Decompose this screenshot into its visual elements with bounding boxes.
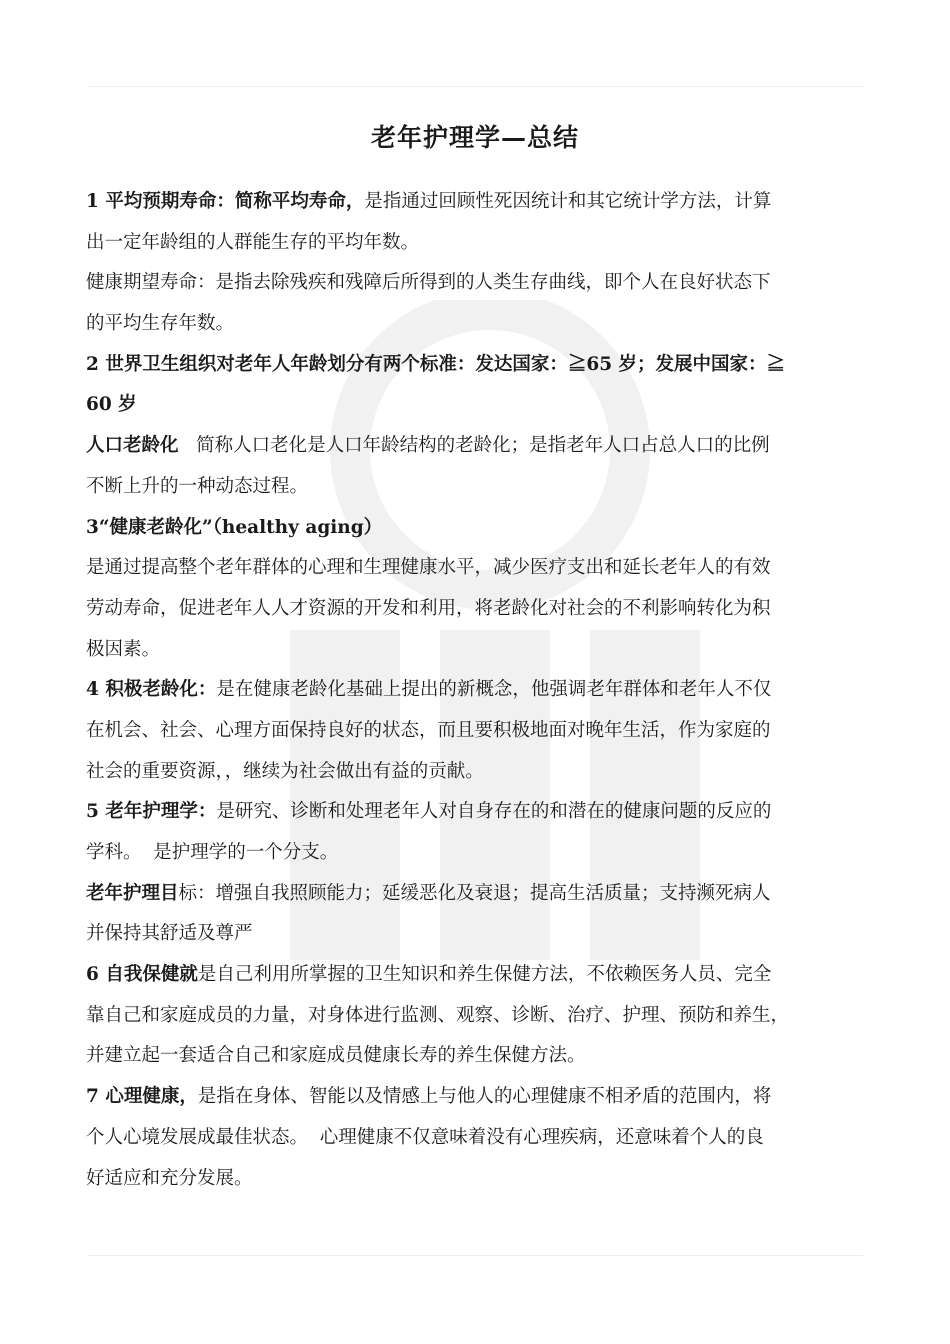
text-line (86, 589, 866, 630)
text-line (86, 914, 866, 955)
bold-term: 5 老年护理学： (86, 801, 217, 823)
bold-term: 人口老龄化 (86, 435, 179, 457)
text-line (86, 792, 866, 833)
bold-term: 7 心理健康， (86, 1086, 198, 1108)
line-text: 并保持其舒适及尊严 (86, 923, 253, 945)
line-text: 是研究、诊断和处理老年人对自身存在的和潜在的健康问题的反应的 (216, 801, 772, 823)
text-line (86, 385, 866, 426)
line-text: 出一定年龄组的人群能生存的平均年数。 (86, 231, 420, 253)
bold-term: 老年护理目 (86, 882, 179, 904)
line-text: 不断上升的一种动态过程。 (86, 475, 309, 497)
bold-term: 2 世界卫生组织对老年人年龄划分有两个标准：发达国家：≧65 岁；发展中国家：≧ (86, 353, 786, 375)
header-rule (88, 86, 863, 87)
line-text: 标：增强自我照顾能力；延缓恶化及衰退；提高生活质量；支持濒死病人 (178, 882, 771, 904)
line-text: 劳动寿命，促进老年人人才资源的开发和利用，将老龄化对社会的不利影响转化为积 (86, 597, 771, 619)
text-line (86, 1159, 866, 1200)
bold-term: 4 积极老龄化： (86, 679, 217, 701)
text-line (86, 996, 866, 1037)
text-line (86, 1036, 866, 1077)
line-text: 是自己利用所掌握的卫生知识和养生保健方法，不依赖医务人员、完全 (197, 964, 772, 986)
line-text: 社会的重要资源，，继续为社会做出有益的贡献。 (86, 760, 484, 782)
footer-rule (88, 1255, 863, 1256)
text-line (86, 670, 866, 711)
line-text: 靠自己和家庭成员的力量，对身体进行监测、观察、诊断、治疗、护理、预防和养生， (86, 1004, 790, 1026)
line-text: 健康期望寿命：是指去除残疾和残障后所得到的人类生存曲线，即个人在良好状态下 (86, 272, 771, 294)
text-line (86, 223, 866, 264)
text-line (86, 711, 866, 752)
line-text: 是指在身体、智能以及情感上与他人的心理健康不相矛盾的范围内，将 (197, 1086, 772, 1108)
text-line (86, 263, 866, 304)
text-line (86, 182, 866, 223)
line-text: 是通过提高整个老年群体的心理和生理健康水平，减少医疗支出和延长老年人的有效 (86, 557, 771, 579)
line-text: 是在健康老龄化基础上提出的新概念，他强调老年群体和老年人不仅 (216, 679, 772, 701)
line-text: 是指通过回顾性死因统计和其它统计学方法，计算 (364, 191, 772, 212)
text-line (86, 1077, 866, 1118)
text-line (86, 630, 866, 671)
text-line (86, 345, 866, 386)
text-line (86, 426, 866, 467)
text-line (86, 548, 866, 589)
bold-term: 3“健康老龄化”（healthy aging） (86, 516, 383, 538)
line-text: 的平均生存年数。 (86, 313, 235, 335)
text-line (86, 955, 866, 996)
text-line (86, 833, 866, 874)
bold-term: 1 平均预期寿命：简称平均寿命， (86, 191, 365, 212)
bold-term: 60 岁 (86, 394, 137, 416)
bold-term: 6 自我保健就 (86, 964, 198, 986)
text-line (86, 508, 866, 549)
line-text: 简称人口老化是人口年龄结构的老龄化；是指老年人口占总人口的比例 (178, 435, 770, 457)
line-text: 极因素。 (86, 638, 161, 660)
line-text: 并建立起一套适合自己和家庭成员健康长寿的养生保健方法。 (86, 1045, 586, 1067)
line-text: 在机会、社会、心理方面保持良好的状态，而且要积极地面对晚年生活，作为家庭的 (86, 719, 771, 741)
line-text: 个人心境发展成最佳状态。 心理健康不仅意味着没有心理疾病，还意味着个人的良 (86, 1126, 764, 1148)
document-title: 老年护理学—总结 (370, 123, 579, 152)
text-line (86, 1118, 866, 1159)
line-text: 学科。 是护理学的一个分支。 (86, 842, 339, 863)
text-line (86, 467, 866, 508)
text-line (86, 874, 866, 915)
text-line (86, 752, 866, 793)
line-text: 好适应和充分发展。 (86, 1167, 253, 1189)
document-body (86, 182, 866, 1199)
text-line (86, 304, 866, 345)
